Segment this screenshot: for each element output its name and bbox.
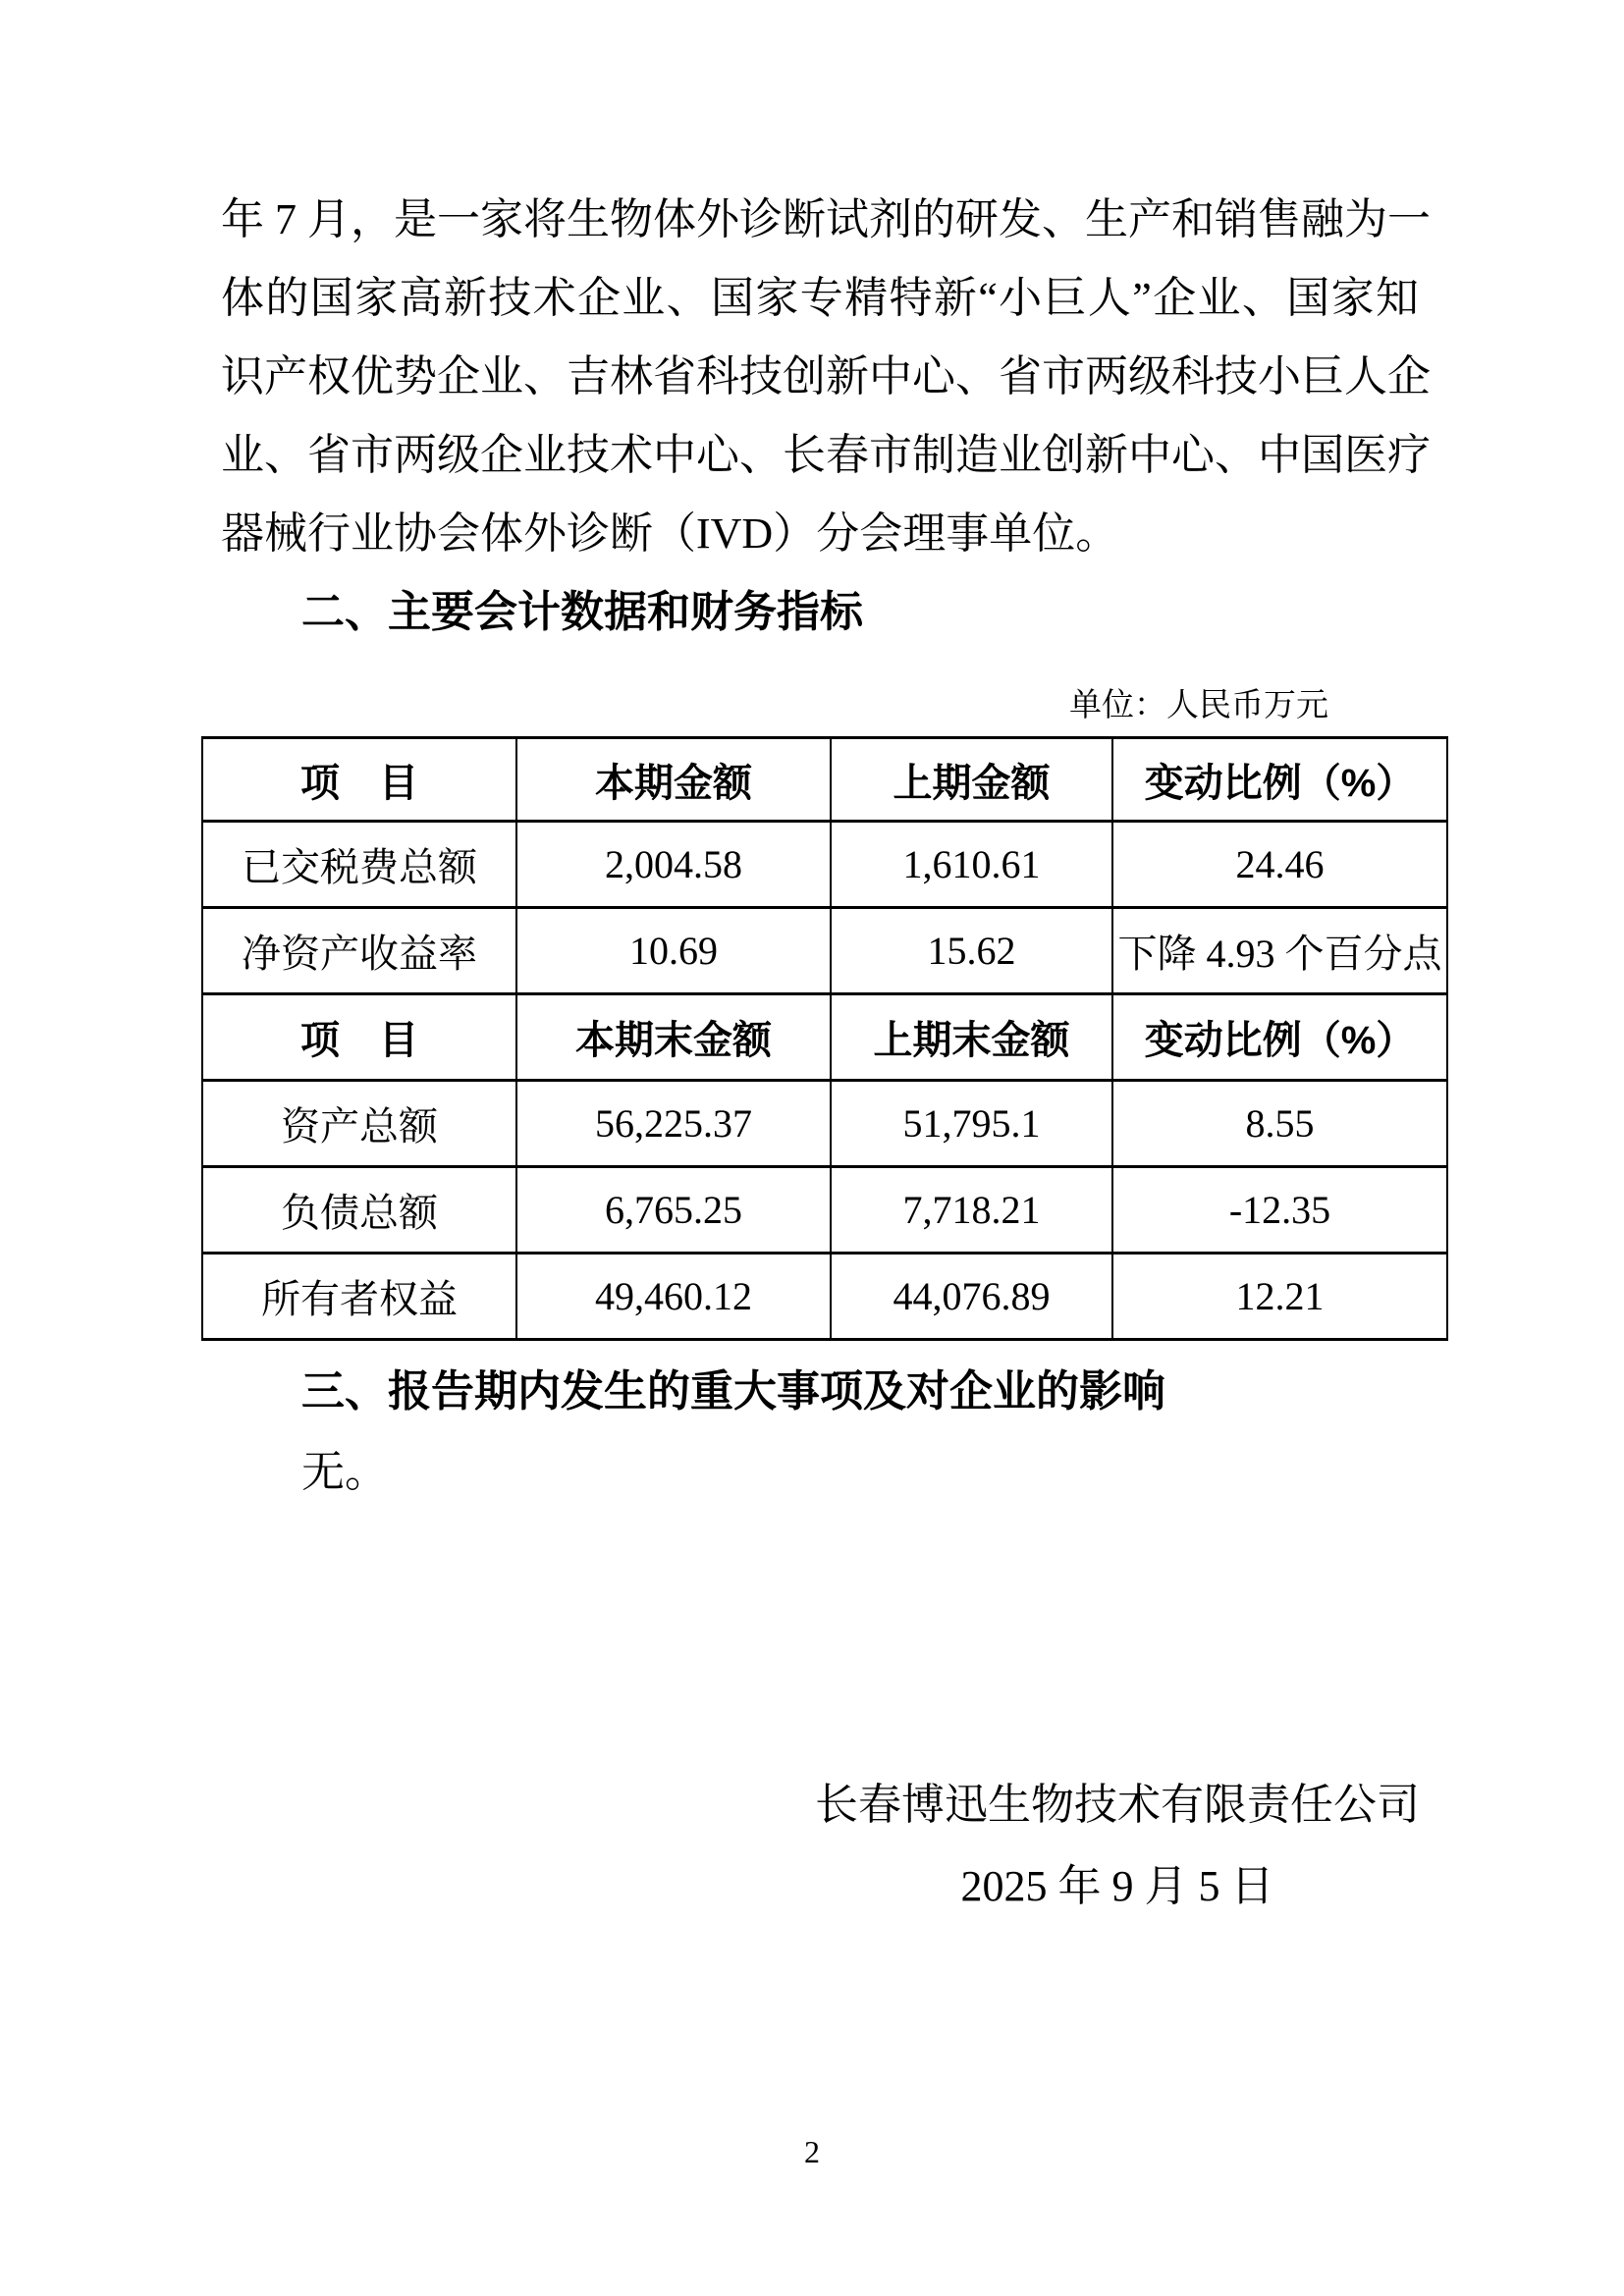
table-cell: 10.69 xyxy=(516,908,831,994)
table-cell: 56,225.37 xyxy=(516,1081,831,1167)
page-number: 2 xyxy=(804,2134,820,2169)
table-row xyxy=(202,1081,1447,1167)
table-cell: 24.46 xyxy=(1112,822,1447,908)
section-3-content: 无。 xyxy=(301,1448,388,1496)
section-2-heading: 二、主要会计数据和财务指标 xyxy=(301,588,863,636)
table-cell: 12.21 xyxy=(1112,1254,1447,1340)
paragraph-line: 器械行业协会体外诊断（IVD）分会理事单位。 xyxy=(221,509,1119,558)
report-date: 2025 年 9 月 5 日 xyxy=(960,1862,1274,1910)
table-cell: 下降 4.93 个百分点 xyxy=(1112,908,1447,994)
table-row xyxy=(202,908,1447,994)
table-cell: 44,076.89 xyxy=(831,1254,1112,1340)
table-header-row xyxy=(202,994,1447,1081)
table-header-cell: 本期末金额 xyxy=(516,994,831,1081)
table-row xyxy=(202,1254,1447,1340)
table-cell: 51,795.1 xyxy=(831,1081,1112,1167)
paragraph-line: 年 7 月，是一家将生物体外诊断试剂的研发、生产和销售融为一 xyxy=(221,195,1431,243)
table-cell: 8.55 xyxy=(1112,1081,1447,1167)
table-cell: 7,718.21 xyxy=(831,1167,1112,1254)
table-header-cell: 本期金额 xyxy=(516,738,831,822)
table-header-cell: 项 目 xyxy=(202,994,516,1081)
table-cell: -12.35 xyxy=(1112,1167,1447,1254)
table-cell: 资产总额 xyxy=(202,1081,516,1167)
table-cell: 49,460.12 xyxy=(516,1254,831,1340)
table-cell: 负债总额 xyxy=(202,1167,516,1254)
unit-label: 单位：人民币万元 xyxy=(1069,688,1328,723)
table-cell: 净资产收益率 xyxy=(202,908,516,994)
table-header-cell: 上期金额 xyxy=(831,738,1112,822)
financial-indicators-table xyxy=(201,736,1448,1341)
table-cell: 已交税费总额 xyxy=(202,822,516,908)
paragraph-line: 体的国家高新技术企业、国家专精特新“小巨人”企业、国家知 xyxy=(221,274,1419,322)
company-name: 长春博迅生物技术有限责任公司 xyxy=(815,1781,1420,1829)
paragraph-line: 业、省市两级企业技术中心、长春市制造业创新中心、中国医疗 xyxy=(221,431,1431,479)
table-cell: 1,610.61 xyxy=(831,822,1112,908)
table-header-cell: 项 目 xyxy=(202,738,516,822)
table-cell: 所有者权益 xyxy=(202,1254,516,1340)
table-header-cell: 上期末金额 xyxy=(831,994,1112,1081)
table-row xyxy=(202,822,1447,908)
table-header-row xyxy=(202,738,1447,822)
table-header-cell: 变动比例（%） xyxy=(1112,994,1447,1081)
table-cell: 6,765.25 xyxy=(516,1167,831,1254)
section-3-heading: 三、报告期内发生的重大事项及对企业的影响 xyxy=(301,1367,1165,1415)
intro-paragraph xyxy=(221,181,1431,573)
table-cell: 15.62 xyxy=(831,908,1112,994)
table-row xyxy=(202,1167,1447,1254)
table-header-cell: 变动比例（%） xyxy=(1112,738,1447,822)
table-cell: 2,004.58 xyxy=(516,822,831,908)
paragraph-line: 识产权优势企业、吉林省科技创新中心、省市两级科技小巨人企 xyxy=(221,352,1431,400)
